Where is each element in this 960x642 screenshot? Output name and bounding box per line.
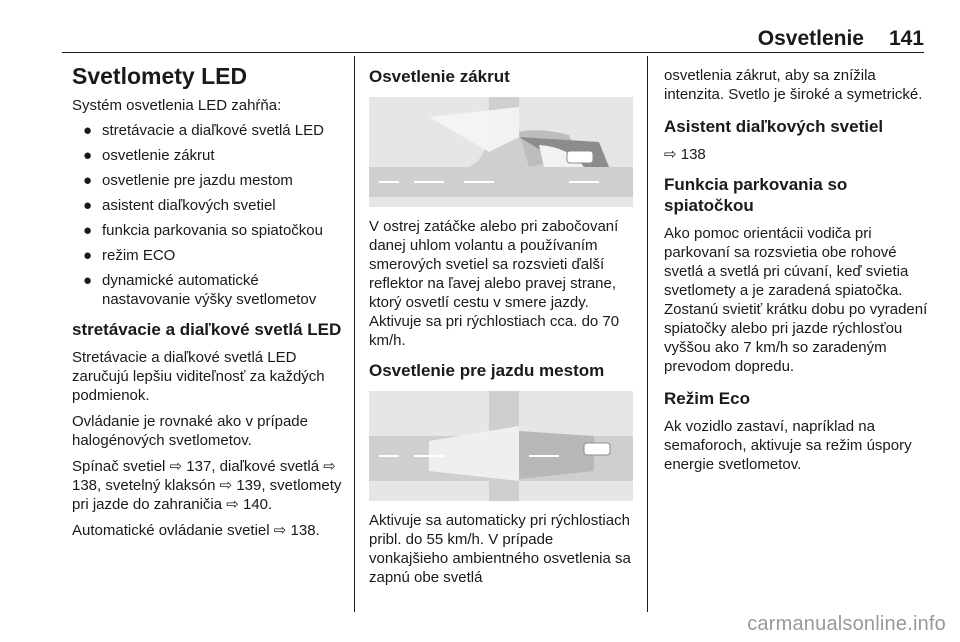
reference: ⇨ 138	[664, 146, 706, 163]
intro-text: Systém osvetlenia LED zahŕňa:	[72, 97, 282, 114]
town-light-illustration	[369, 391, 633, 501]
cornering-light-illustration	[369, 97, 633, 207]
page-header	[62, 26, 924, 53]
heading-town-light: Osvetlenie pre jazdu mestom	[369, 361, 605, 380]
heading-parking-function: Funkcia parkovania so spiatočkou	[664, 175, 848, 215]
page-number: 141	[888, 27, 924, 50]
paragraph: Ovládanie je rovnaké ako v prípade halogénových svetlometov.	[72, 413, 308, 449]
paragraph: Aktivuje sa automaticky pri rýchlostiach pribl. do 55 km/h. V prípade vonkajšieho ambientného osvetlenia sa zapnú obe svetlá	[369, 512, 631, 586]
column-middle	[369, 60, 633, 594]
column-divider	[354, 56, 355, 612]
column-right	[664, 60, 932, 481]
paragraph: Ako pomoc orientácii vodiča pri parkovaní sa rozsvietia obe rohové svetlá a svetlá pri cúvaní, keď svietia svetlomety a je zaradená spiatočka. Zostanú svietiť krátku dobu po vyradení spiatočky alebo pri jazde rýchlosťou vyššou ako 7 km/h so zaradeným prevodom dopredu.	[664, 225, 928, 375]
list-item: ● dynamické automatické nastavovanie výšky svetlometov	[83, 272, 317, 308]
column-left	[72, 60, 347, 547]
bullet-icon: ●	[83, 272, 93, 289]
list-item: ● asistent diaľkových svetiel	[83, 197, 276, 214]
bullet-icon: ●	[83, 147, 93, 164]
subheading-led-beams: stretávacie a diaľkové svetlá LED	[72, 320, 342, 339]
bullet-icon: ●	[83, 172, 93, 189]
section-title: Osvetlenie	[757, 27, 864, 50]
list-item: ● stretávacie a diaľkové svetlá LED	[83, 122, 324, 139]
list-item: ● osvetlenie zákrut	[83, 147, 215, 164]
paragraph: Ak vozidlo zastaví, napríklad na semaforoch, aktivuje sa režim úspory energie svetlometov.	[664, 418, 912, 473]
heading-high-beam-assist: Asistent diaľkových svetiel	[664, 117, 884, 136]
list-item: ● osvetlenie pre jazdu mestom	[83, 172, 293, 189]
paragraph: Spínač svetiel ⇨ 137, diaľkové svetlá ⇨ 138, svetelný klaksón ⇨ 139, svetlomety pri jazde do zahraničia ⇨ 140.	[72, 458, 342, 513]
list-item: ● funkcia parkovania so spiatočkou	[83, 222, 323, 239]
paragraph: Stretávacie a diaľkové svetlá LED zaručujú lepšiu viditeľnosť za každých podmienok.	[72, 349, 325, 404]
heading-led-headlights: Svetlomety LED	[72, 63, 248, 89]
heading-cornering-light: Osvetlenie zákrut	[369, 67, 510, 86]
bullet-icon: ●	[83, 247, 93, 264]
column-divider	[647, 56, 648, 612]
feature-list	[72, 121, 347, 309]
paragraph: Automatické ovládanie svetiel ⇨ 138.	[72, 522, 320, 539]
bullet-icon: ●	[83, 222, 93, 239]
paragraph: osvetlenia zákrut, aby sa znížila intenzita. Svetlo je široké a symetrické.	[664, 67, 923, 103]
bullet-icon: ●	[83, 197, 93, 214]
paragraph: V ostrej zatáčke alebo pri zabočovaní danej uhlom volantu a používaním smerových svetiel sa rozsvieti ďalší reflektor na ľavej alebo pravej strane, ktorý osvetlí cestu v smere jazdy. Aktivuje sa pri rýchlostiach cca. do 70 km/h.	[369, 218, 620, 349]
list-item: ● režim ECO	[83, 247, 176, 264]
bullet-icon: ●	[83, 122, 93, 139]
watermark: carmanualsonline.info	[747, 613, 946, 635]
heading-eco-mode: Režim Eco	[664, 389, 750, 408]
